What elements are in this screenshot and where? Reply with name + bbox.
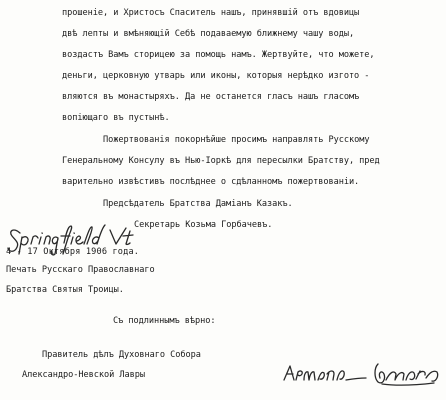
letter-line-4: деньги, церковную утварь или иконы, которыя нерѣдко изгото - (62, 71, 370, 81)
springfield-vt-signature (6, 222, 156, 256)
official-line-2: Александро-Невской Лавры (22, 370, 145, 380)
letter-line-3: воздастъ Вамъ сторицею за помощь намъ. Жертвуйте, что можете, (62, 50, 375, 60)
letter-line-6: вопіющаго въ пустынѣ. (62, 113, 170, 123)
secretary-line: Секретарь Козьма Горбачевъ. (134, 220, 273, 230)
letter-line-1: прошеніе, и Христосъ Спаситель нашъ, принявшій отъ вдовицы (62, 8, 360, 18)
certification-line: Съ подлиннымъ вѣрно: (113, 316, 216, 326)
archimandrite-signature (282, 360, 442, 388)
seal-line-2: Братства Святыя Троицы. (6, 285, 124, 295)
chairman-line: Предсѣдатель Братства Даміанъ Казакъ. (103, 199, 293, 209)
appeal-line-2: Генеральному Консулу въ Нью-Іоркѣ для пересылки Братству, пред (62, 156, 380, 166)
official-line-1: Правитель дѣлъ Духовнаго Собора (42, 350, 201, 360)
date-line: 4 - 17 Октября 1906 года. (6, 247, 140, 257)
appeal-line-1: Пожертвованія покорнѣйше просимъ направлять Русскому (103, 135, 370, 145)
appeal-line-3: варительно извѣстивъ послѣднее о сдѣланномъ пожертвованіи. (62, 177, 360, 187)
seal-line-1: Печать Русскаго Православнаго (6, 265, 155, 275)
letter-line-2: двѣ лепты и вмѣняющій Себѣ подаваемую ближнему чашу воды, (62, 29, 355, 39)
letter-line-5: вляются въ монастыряхъ. Да не останется гласъ нашъ гласомъ (62, 92, 360, 102)
